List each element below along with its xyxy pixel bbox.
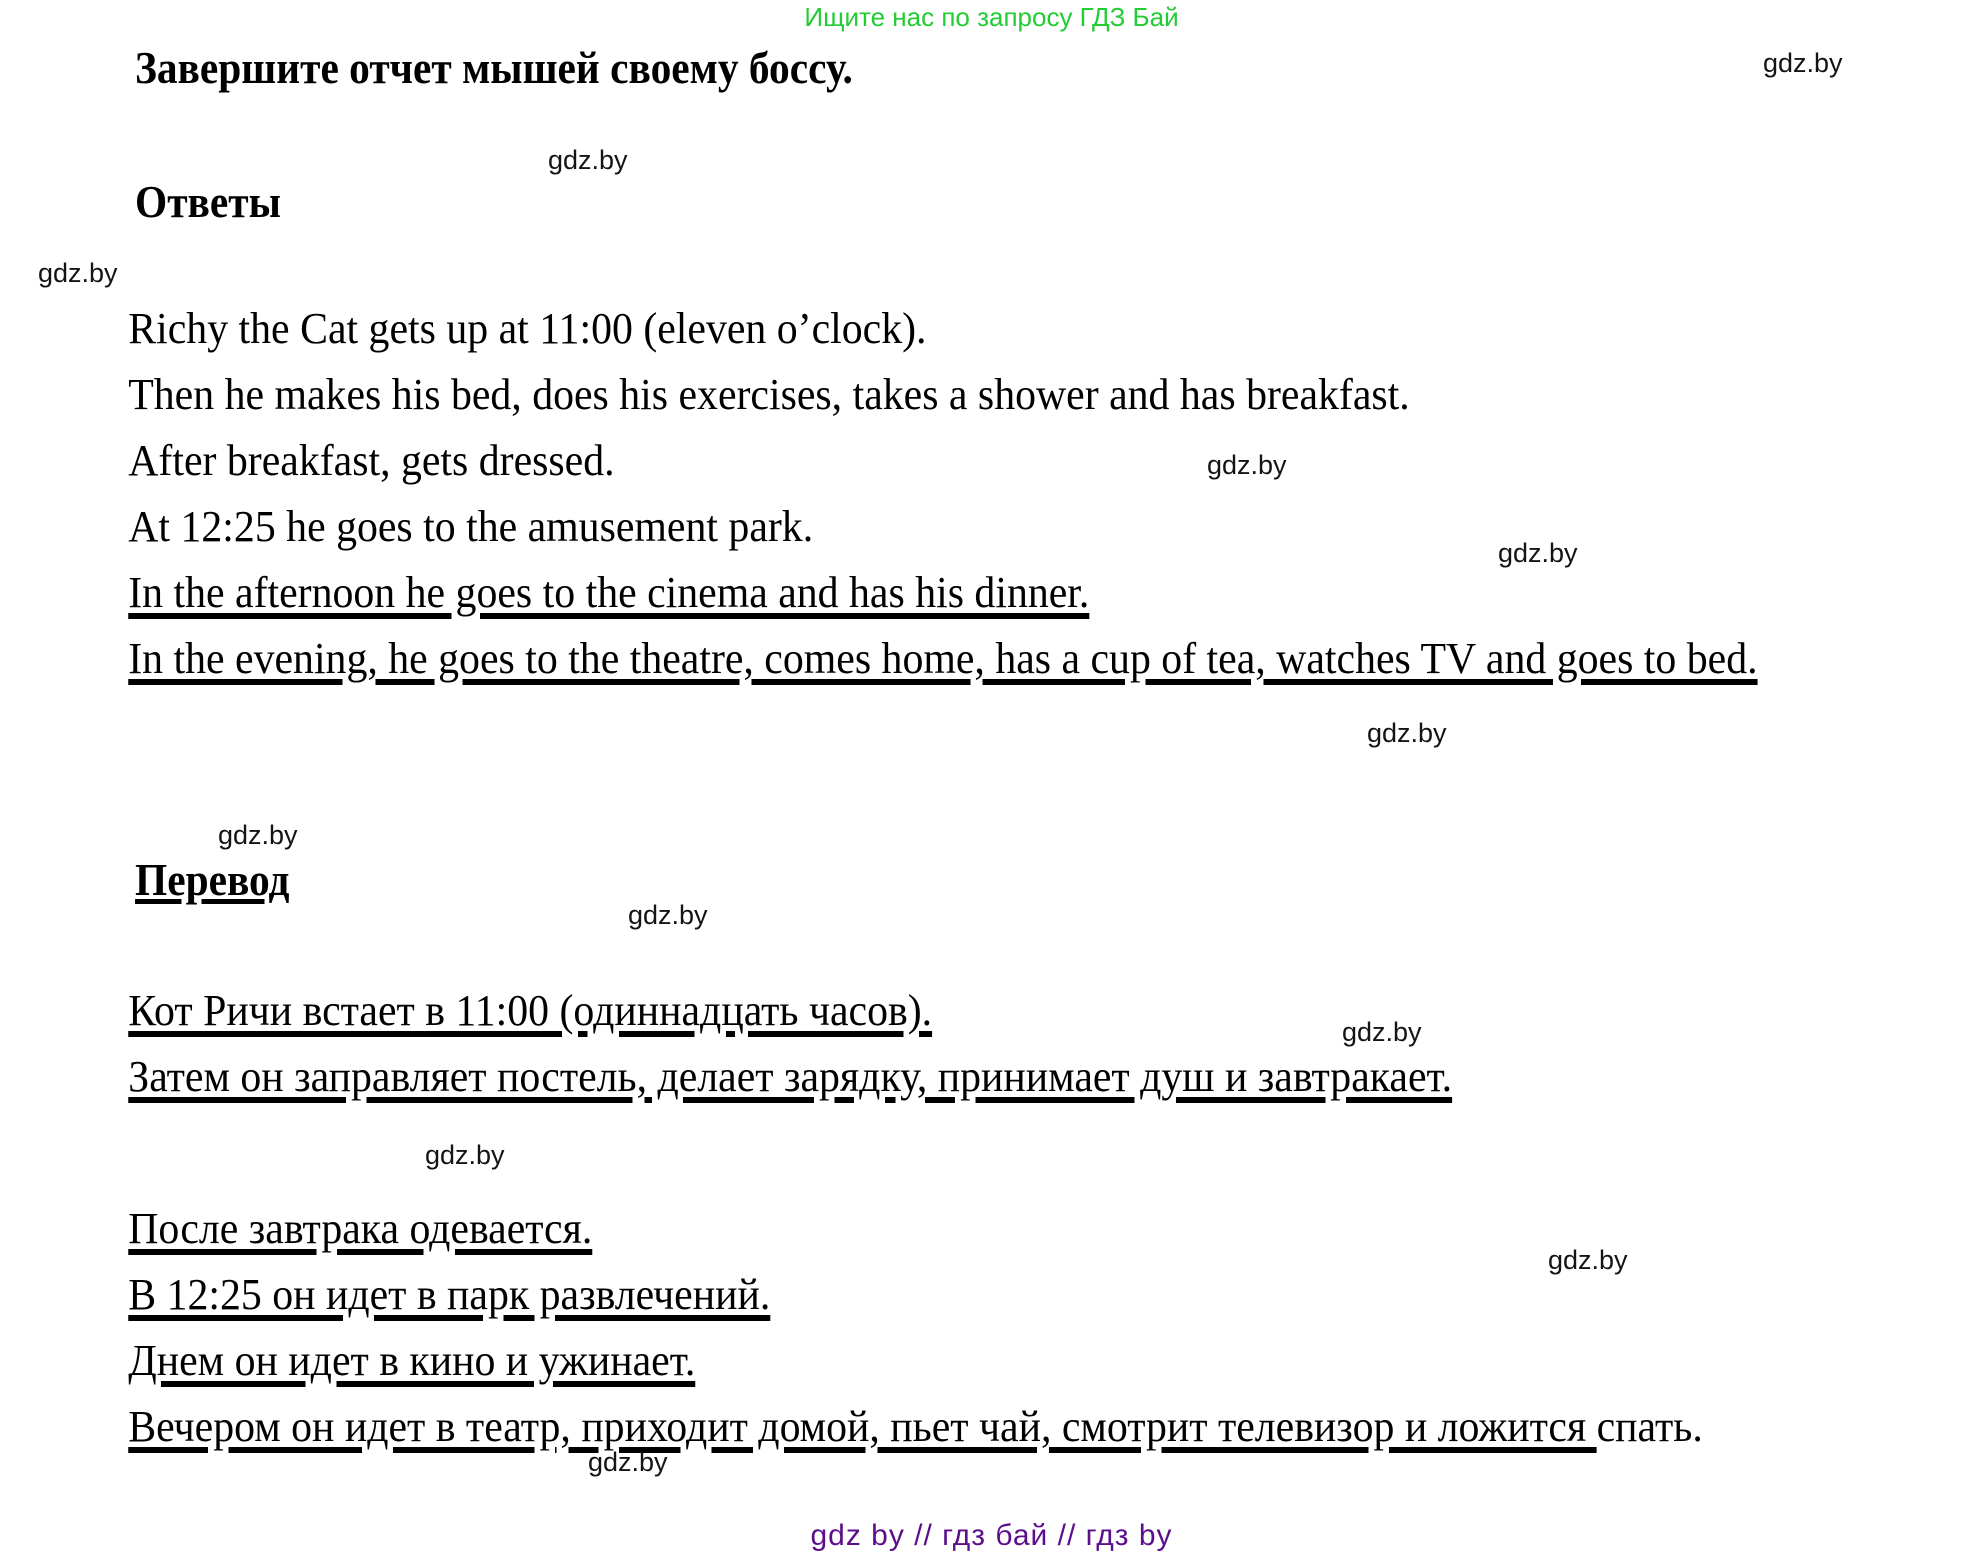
- promo-banner: Ищите нас по запросу ГДЗ Бай: [804, 2, 1179, 32]
- answer-line-4: [0, 494, 1884, 560]
- watermark-3: gdz.by: [38, 258, 118, 288]
- translation-heading: Перевод: [135, 855, 290, 905]
- translation-line-1-text: Кот Ричи встает в 11:00 (одиннадцать часов).: [128, 986, 933, 1035]
- translation-line-2: [0, 1044, 1884, 1110]
- translation-line-4-text: В 12:25 он идет в парк развлечений.: [128, 1270, 771, 1319]
- footer-links: gdz by // гдз бай // гдз by: [810, 1519, 1173, 1552]
- watermark-5: gdz.by: [1498, 538, 1578, 568]
- answer-line-3: [0, 428, 1884, 494]
- translation-line-2-text: Затем он заправляет постель, делает зарядку, принимает душ и завтракает.: [128, 1052, 1453, 1101]
- translation-line-3-text: После завтрака одевается.: [128, 1204, 593, 1253]
- watermark-11: gdz.by: [1548, 1245, 1628, 1275]
- answer-line-4-text: At 12:25 he goes to the amusement park.: [128, 502, 814, 551]
- task-title: Завершите отчет мышей своему боссу.: [135, 43, 853, 93]
- watermark-4: gdz.by: [1207, 450, 1287, 480]
- answer-line-2: [0, 362, 1884, 428]
- answers-heading: Ответы: [135, 177, 281, 227]
- answer-line-6-text: In the evening, he goes to the theatre, comes home, has a cup of tea, watches TV and goes to bed.: [128, 634, 1758, 683]
- watermark-8: gdz.by: [628, 900, 708, 930]
- answer-line-1: [0, 296, 1884, 362]
- translation-line-5-text: Днем он идет в кино и ужинает.: [128, 1336, 696, 1385]
- watermark-10: gdz.by: [425, 1140, 505, 1170]
- translation-line-5: [0, 1328, 1884, 1394]
- translation-line-6: [0, 1394, 1884, 1460]
- answer-line-3-text: After breakfast, gets dressed.: [128, 436, 615, 485]
- watermark-7: gdz.by: [218, 820, 298, 850]
- answer-line-5-text: In the afternoon he goes to the cinema and has his dinner.: [128, 568, 1090, 617]
- answer-line-2-text: Then he makes his bed, does his exercises, takes a shower and has breakfast.: [128, 370, 1410, 419]
- watermark-1: gdz.by: [1763, 48, 1843, 78]
- answer-line-5: [0, 560, 1884, 626]
- answer-line-6: [0, 626, 1884, 692]
- translation-line-1: [0, 978, 1884, 1044]
- watermark-2: gdz.by: [548, 145, 628, 175]
- watermark-12: gdz.by: [588, 1447, 668, 1477]
- answer-line-1-text: Richy the Cat gets up at 11:00 (eleven o’clock).: [128, 304, 927, 353]
- translation-line-6-text: Вечером он идет в театр, приходит домой, пьет чай, смотрит телевизор и ложится: [128, 1402, 1597, 1451]
- translation-line-7-text: спать.: [1596, 1402, 1703, 1451]
- watermark-6: gdz.by: [1367, 718, 1447, 748]
- watermark-9: gdz.by: [1342, 1017, 1422, 1047]
